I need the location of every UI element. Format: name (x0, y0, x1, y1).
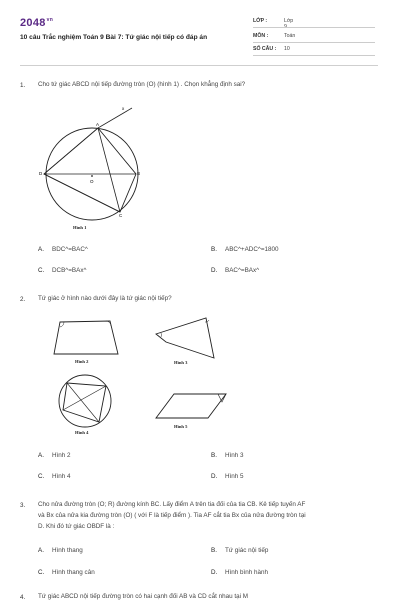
q4-number: 4. (20, 594, 26, 601)
q2-figure-3 (150, 312, 220, 362)
q2-option-d[interactable]: D. Hình 5 (211, 473, 244, 480)
q2-option-c[interactable]: C. Hình 4 (38, 473, 71, 480)
q2-figure-2 (48, 316, 124, 362)
q3-option-c[interactable]: C. Hình thang cân (38, 569, 95, 576)
q1-figure (36, 104, 146, 224)
q2-figure-caption-2: Hình 2 (75, 359, 89, 364)
q1-label-d: D (39, 171, 43, 176)
q2-text: Tứ giác ở hình nào dưới đây là tứ giác nội tiếp? (38, 295, 172, 302)
q1-label-a: A (96, 122, 100, 127)
site-logo[interactable]: $2048^{vn}$ (20, 17, 54, 29)
meta-count-label: SỐ CÂU : (253, 46, 277, 52)
q2-figure-4 (54, 372, 116, 430)
q3-line-3: D. Khi đó tứ giác OBDF là : (38, 523, 115, 530)
q1-option-c[interactable]: C. DCB^=BAx^ (38, 267, 87, 274)
header-divider (20, 65, 378, 66)
q1-figure-caption: Hình 1 (73, 225, 87, 230)
q3-option-b[interactable]: B. Tứ giác nội tiếp (211, 547, 269, 554)
q2-number: 2. (20, 296, 26, 303)
q1-text: Cho tứ giác ABCD nội tiếp đường tròn (O) (hình 1) . Chọn khẳng định sai? (38, 81, 246, 88)
q3-line-1: Cho nửa đường tròn (O; R) đường kính BC. Lấy điểm A trên tia đối của tia CB. Kẻ tiếp tuyến AF (38, 501, 306, 508)
q1-label-b: B (137, 171, 141, 176)
meta-class-label: LỚP : (253, 18, 268, 24)
q3-option-a[interactable]: A. Hình thang (38, 547, 83, 554)
q1-option-b[interactable]: B. ABC^+ADC^=1800 (211, 246, 279, 253)
meta-subject-value: Toán (284, 33, 296, 39)
q2-option-a[interactable]: A. Hình 2 (38, 452, 71, 459)
q1-label-x: x (122, 106, 125, 111)
q1-option-a[interactable]: A. BDC^=BAC^ (38, 246, 88, 253)
meta-class-value: Lớp 9 (284, 18, 294, 30)
document-title: 10 câu Trắc nghiệm Toán 9 Bài 7: Tứ giác nội tiếp có đáp án (20, 34, 208, 41)
q3-number: 3. (20, 502, 26, 509)
q2-figure-caption-4: Hình 4 (75, 430, 89, 435)
q2-figure-5 (152, 388, 230, 422)
q4-text: Tứ giác ABCD nội tiếp đường tròn có hai cạnh đối AB và CD cắt nhau tại M (38, 593, 248, 600)
q1-label-c: C (119, 213, 123, 218)
q3-line-2: và Bx của nửa kia đường tròn (O) ( với F là tiếp điểm ). Tia AF cắt tia Bx của nửa đường tròn tại (38, 512, 306, 519)
q1-option-d[interactable]: D. BAC^=BAx^ (211, 267, 260, 274)
q2-figure-caption-5: Hình 5 (174, 424, 188, 429)
q1-label-o: O (90, 179, 94, 184)
q3-option-d[interactable]: D. Hình bình hành (211, 569, 269, 576)
meta-subject-label: MÔN : (253, 33, 269, 39)
q2-option-b[interactable]: B. Hình 3 (211, 452, 244, 459)
q1-number: 1. (20, 82, 26, 89)
meta-count-value: 10 (284, 46, 290, 52)
q2-figure-caption-3: Hình 3 (174, 360, 188, 365)
